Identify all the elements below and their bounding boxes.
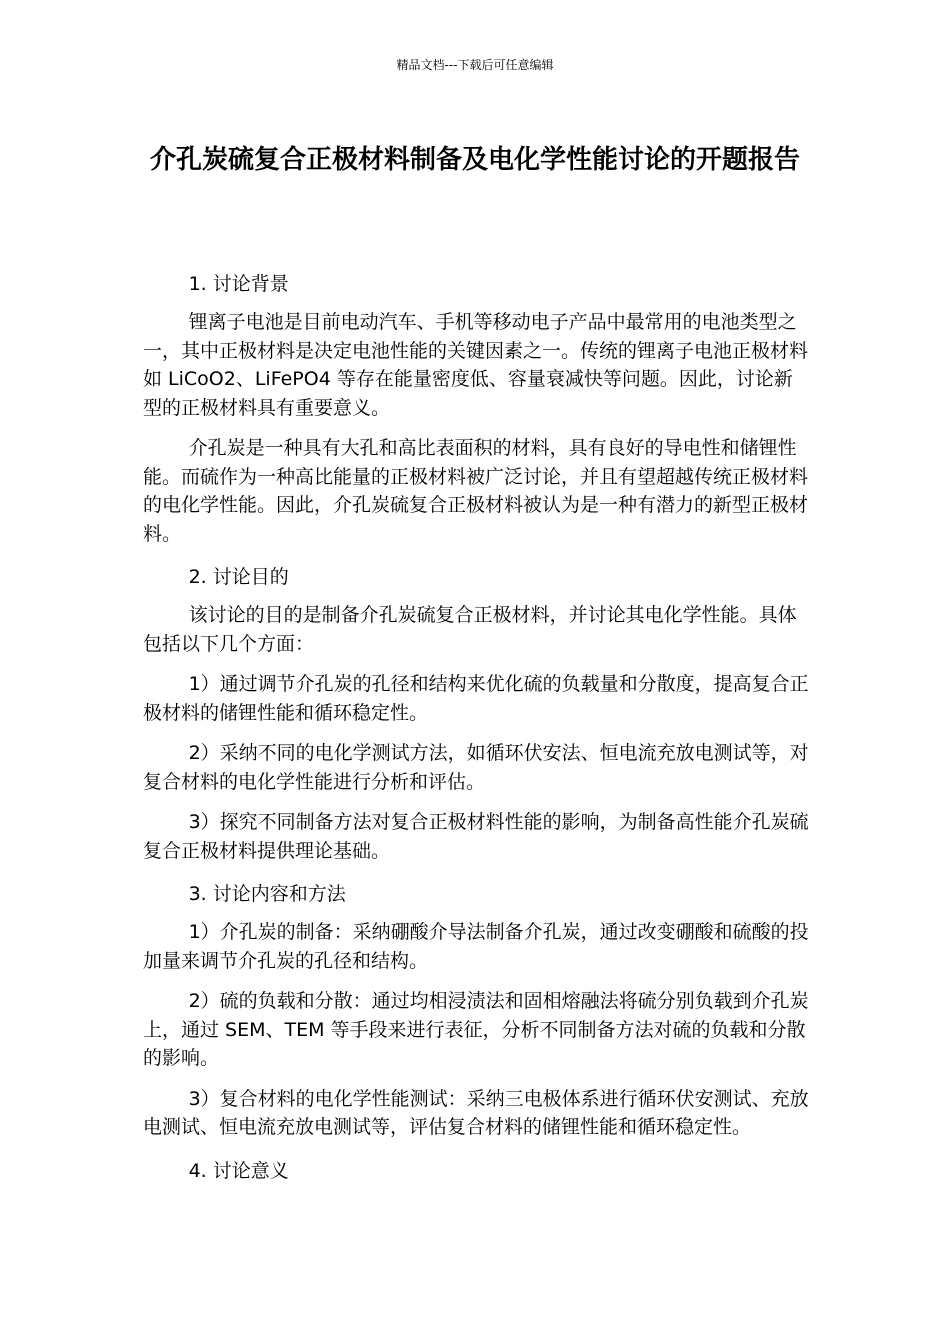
purpose-item-2: 2）采纳不同的电化学测试方法，如循环伏安法、恒电流充放电测试等，对复合材料的电化学性能进行分析和评估。 bbox=[143, 742, 809, 793]
paragraph-purpose-intro: 该讨论的目的是制备介孔炭硫复合正极材料，并讨论其电化学性能。具体包括以下几个方面： bbox=[143, 604, 797, 655]
purpose-item-1: 1）通过调节介孔炭的孔径和结构来优化硫的负载量和分散度，提高复合正极材料的储锂性能和循环稳定性。 bbox=[143, 673, 809, 724]
document-title: 介孔炭硫复合正极材料制备及电化学性能讨论的开题报告 bbox=[149, 145, 800, 175]
method-item-2: 2）硫的负载和分散：通过均相浸渍法和固相熔融法将硫分别负载到介孔炭上，通过 SEM、TEM 等手段来进行表征，分析不同制备方法对硫的负载和分散的影响。 bbox=[143, 990, 809, 1069]
section-heading-methods: 3. 讨论内容和方法 bbox=[188, 883, 346, 905]
method-item-3: 3）复合材料的电化学性能测试：采纳三电极体系进行循环伏安测试、充放电测试、恒电流充放电测试等，评估复合材料的储锂性能和循环稳定性。 bbox=[143, 1087, 809, 1138]
section-heading-background: 1. 讨论背景 bbox=[188, 273, 289, 295]
header-note: 精品文档---下载后可任意编辑 bbox=[396, 58, 554, 72]
document-body bbox=[143, 267, 811, 1195]
paragraph-background-1: 锂离子电池是目前电动汽车、手机等移动电子产品中最常用的电池类型之一，其中正极材料是决定电池性能的关键因素之一。传统的锂离子电池正极材料如 LiCoO2、LiFePO4 等存在能量密度低、容量衰减快等问题。因此，讨论新型的正极材料具有重要意义。 bbox=[143, 311, 809, 419]
method-item-1: 1）介孔炭的制备：采纳硼酸介导法制备介孔炭，通过改变硼酸和硫酸的投加量来调节介孔炭的孔径和结构。 bbox=[143, 921, 809, 972]
section-heading-purpose: 2. 讨论目的 bbox=[188, 566, 289, 588]
purpose-item-3: 3）探究不同制备方法对复合正极材料性能的影响，为制备高性能介孔炭硫复合正极材料提供理论基础。 bbox=[143, 811, 809, 862]
paragraph-background-2: 介孔炭是一种具有大孔和高比表面积的材料，具有良好的导电性和储锂性能。而硫作为一种高比能量的正极材料被广泛讨论，并且有望超越传统正极材料的电化学性能。因此，介孔炭硫复合正极材料被认为是一种有潜力的新型正极材料。 bbox=[143, 437, 809, 545]
section-heading-significance: 4. 讨论意义 bbox=[188, 1159, 289, 1182]
